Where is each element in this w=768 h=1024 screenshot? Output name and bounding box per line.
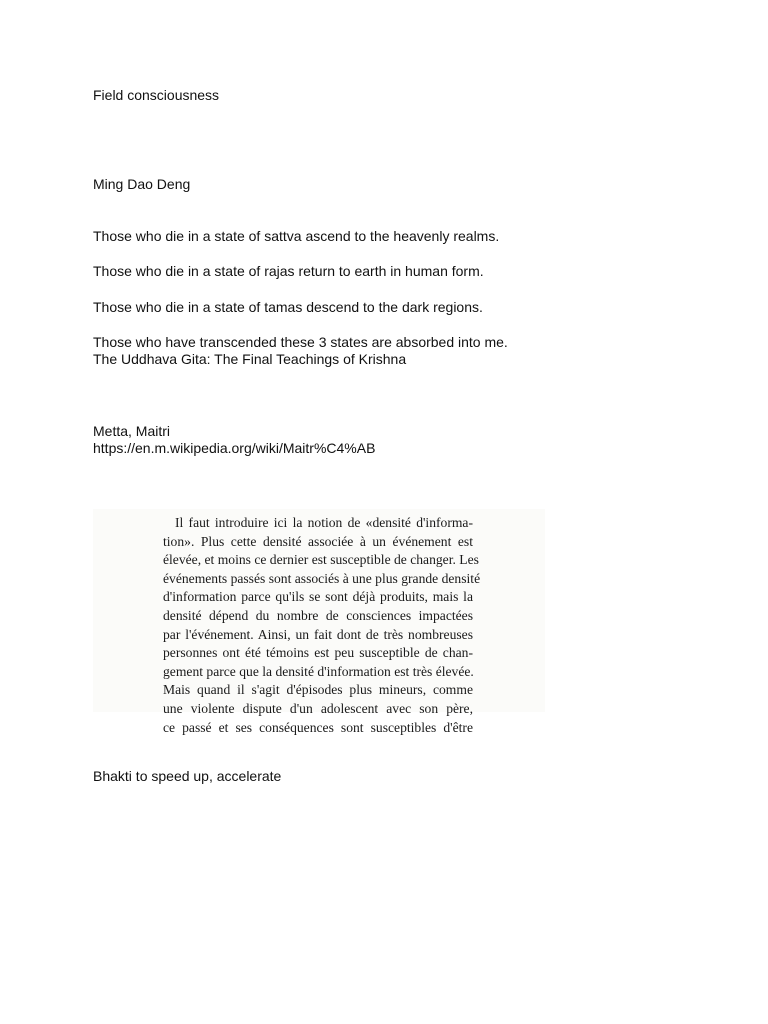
excerpt-line: densité dépend du nombre de consciences impactées bbox=[163, 607, 473, 623]
scanned-book-excerpt bbox=[93, 509, 545, 735]
quote-line-transcended: Those who have transcended these 3 states are absorbed into me. bbox=[93, 334, 508, 350]
quote-line-sattva: Those who die in a state of sattva ascend to the heavenly realms. bbox=[93, 228, 500, 244]
bhakti-note: Bhakti to speed up, accelerate bbox=[93, 768, 282, 784]
excerpt-line: personnes ont été témoins est peu susceptible de chan- bbox=[163, 645, 473, 661]
metta-heading: Metta, Maitri bbox=[93, 423, 171, 439]
excerpt-line: Mais quand il s'agit d'épisodes plus mineurs, comme bbox=[163, 682, 473, 698]
excerpt-line: ce passé et ses conséquences sont susceptibles d'être bbox=[163, 719, 473, 735]
quote-source: The Uddhava Gita: The Final Teachings of Krishna bbox=[93, 351, 407, 367]
quote-line-rajas: Those who die in a state of rajas return to earth in human form. bbox=[93, 263, 484, 279]
scanned-excerpt-text bbox=[163, 514, 481, 737]
excerpt-line: d'information parce qu'ils se sont déjà produits, mais la bbox=[163, 589, 473, 605]
excerpt-line: élevée, et moins ce dernier est susceptible de changer. Les bbox=[163, 552, 479, 568]
document-title: Field consciousness bbox=[93, 87, 220, 103]
excerpt-line: une violente dispute d'un adolescent avec son père, bbox=[163, 700, 473, 716]
quote-line-tamas: Those who die in a state of tamas descend to the dark regions. bbox=[93, 299, 483, 315]
author-name: Ming Dao Deng bbox=[93, 176, 191, 192]
excerpt-line: gement parce que la densité d'information est très élevée. bbox=[163, 663, 474, 679]
excerpt-line: tion». Plus cette densité associée à un événement est bbox=[163, 533, 473, 549]
excerpt-line: Il faut introduire ici la notion de «densité d'informa- bbox=[175, 515, 473, 530]
excerpt-line: par l'événement. Ainsi, un fait dont de très nombreuses bbox=[163, 626, 473, 642]
metta-link[interactable]: https://en.m.wikipedia.org/wiki/Maitr%C4%AB bbox=[93, 440, 376, 456]
excerpt-line: événements passés sont associés à une plus grande densité bbox=[163, 570, 481, 586]
